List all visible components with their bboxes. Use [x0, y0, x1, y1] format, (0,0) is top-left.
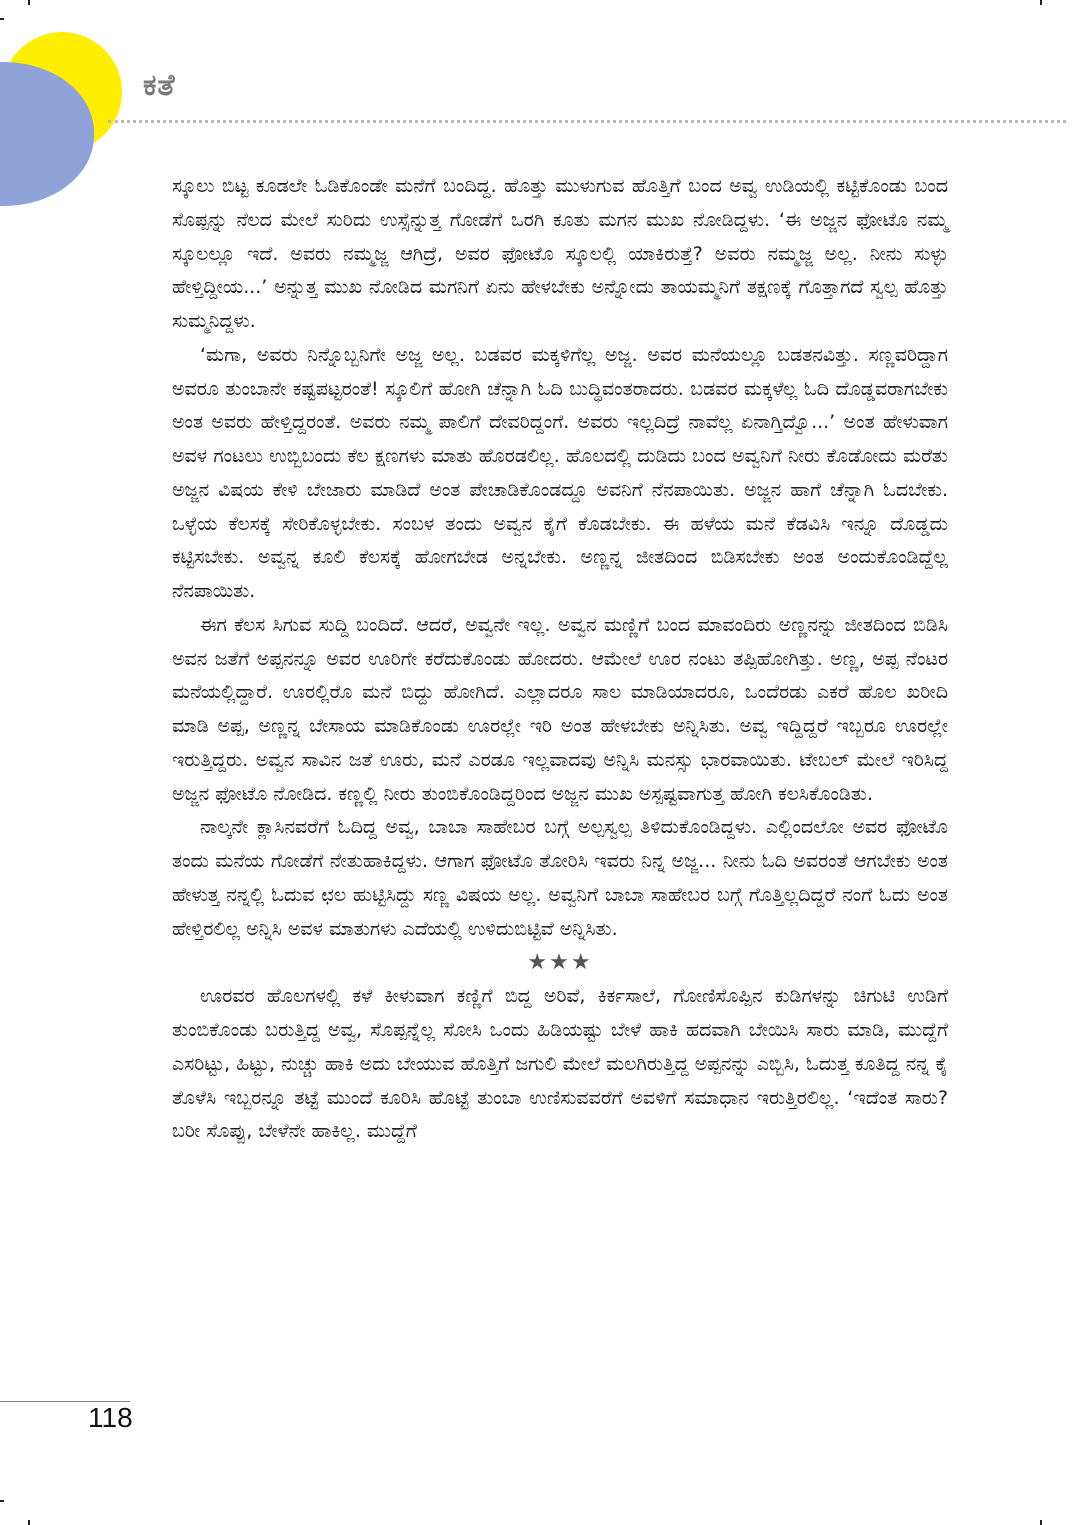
dotted-rule — [108, 120, 1066, 123]
paragraph-2: ‘ಮಗಾ, ಅವರು ನಿನ್ನೊಬ್ಬನಿಗೇ ಅಜ್ಜ ಅಲ್ಲ. ಬಡವರ ಮಕ್ಕಳಿಗೆಲ್ಲ ಅಜ್ಜ. ಅವರ ಮನೆಯಲ್ಲೂ ಬಡತನವಿತ್ತು. ಸಣ್ಣವರಿದ್ದಾಗ ಅವರೂ ತುಂಬಾನೇ ಕಷ್ಟಪಟ್ಟರಂತೆ! ಸ್ಕೂಲಿಗೆ ಹೋಗಿ ಚೆನ್ನಾಗಿ ಓದಿ ಬುದ್ಧಿವಂತರಾದರು. ಬಡವರ ಮಕ್ಕಳೆಲ್ಲ ಓದಿ ದೊಡ್ಡವರಾಗಬೇಕು ಅಂತ ಅವರು ಹೇಳ್ತಿದ್ದರಂತೆ. ಅವರು ನಮ್ಮ ಪಾಲಿಗೆ ದೇವರಿದ್ದಂಗೆ. ಅವರು ಇಲ್ಲದಿದ್ರೆ ನಾವೆಲ್ಲ ಏನಾಗ್ತಿದ್ವೊ...’ ಅಂತ ಹೇಳುವಾಗ ಅವಳ ಗಂಟಲು ಉಬ್ಬಿಬಂದು ಕೆಲ ಕ್ಷಣಗಳು ಮಾತು ಹೊರಡಲಿಲ್ಲ. ಹೊಲದಲ್ಲಿ ದುಡಿದು ಬಂದ ಅವ್ವನಿಗೆ ನೀರು ಕೊಡೋದು ಮರೆತು ಅಜ್ಜನ ವಿಷಯ ಕೇಳಿ ಬೇಜಾರು ಮಾಡಿದೆ ಅಂತ ಪೇಚಾಡಿಕೊಂಡದ್ದೂ ಅವನಿಗೆ ನೆನಪಾಯಿತು. ಅಜ್ಜನ ಹಾಗೆ ಚೆನ್ನಾಗಿ ಓದಬೇಕು. ಒಳ್ಳೆಯ ಕೆಲಸಕ್ಕೆ ಸೇರಿಕೊಳ್ಳಬೇಕು. ಸಂಬಳ ತಂದು ಅವ್ವನ ಕೈಗೆ ಕೊಡಬೇಕು. ಈ ಹಳೆಯ ಮನೆ ಕೆಡವಿಸಿ ಇನ್ನೂ ದೊಡ್ಡದು ಕಟ್ಟಿಸಬೇಕು. ಅವ್ವನ್ನ ಕೂಲಿ ಕೆಲಸಕ್ಕೆ ಹೋಗಬೇಡ ಅನ್ನಬೇಕು. ಅಣ್ಣನ್ನ ಜೀತದಿಂದ ಬಿಡಿಸಬೇಕು ಅಂತ ಅಂದುಕೊಂಡಿದ್ದೆಲ್ಲ ನೆನಪಾಯಿತು. — [172, 343, 948, 602]
decorative-corner-discs — [0, 0, 140, 210]
paragraph-3: ಈಗ ಕೆಲಸ ಸಿಗುವ ಸುದ್ದಿ ಬಂದಿದೆ. ಆದರೆ, ಅವ್ವನೇ ಇಲ್ಲ. ಅವ್ವನ ಮಣ್ಣಿಗೆ ಬಂದ ಮಾವಂದಿರು ಅಣ್ಣನನ್ನು ಜೀತದಿಂದ ಬಿಡಿಸಿ ಅವನ ಜತೆಗೆ ಅಪ್ಪನನ್ನೂ ಅವರ ಊರಿಗೇ ಕರೆದುಕೊಂಡು ಹೋದರು. ಆಮೇಲೆ ಊರ ನಂಟು ತಪ್ಪಿಹೋಗಿತ್ತು. ಅಣ್ಣ, ಅಪ್ಪ ನೆಂಟರ ಮನೆಯಲ್ಲಿದ್ದಾರೆ. ಊರಲ್ಲಿರೊ ಮನೆ ಬಿದ್ದು ಹೋಗಿದೆ. ಎಲ್ಲಾದರೂ ಸಾಲ ಮಾಡಿಯಾದರೂ, ಒಂದೆರಡು ಎಕರೆ ಹೊಲ ಖರೀದಿ ಮಾಡಿ ಅಪ್ಪ, ಅಣ್ಣನ್ನ ಬೇಸಾಯ ಮಾಡಿಕೊಂಡು ಊರಲ್ಲೇ ಇರಿ ಅಂತ ಹೇಳಬೇಕು ಅನ್ನಿಸಿತು. ಅವ್ವ ಇದ್ದಿದ್ದರೆ ಇಬ್ಬರೂ ಊರಲ್ಲೇ ಇರುತ್ತಿದ್ದರು. ಅವ್ವನ ಸಾವಿನ ಜತೆ ಊರು, ಮನೆ ಎರಡೂ ಇಲ್ಲವಾದವು ಅನ್ನಿಸಿ ಮನಸ್ಸು ಭಾರವಾಯಿತು. ಟೇಬಲ್ ಮೇಲೆ ಇರಿಸಿದ್ದ ಅಜ್ಜನ ಫೋಟೊ ನೋಡಿದ. ಕಣ್ಣಲ್ಲಿ ನೀರು ತುಂಬಿಕೊಂಡಿದ್ದರಿಂದ ಅಜ್ಜನ ಮುಖ ಅಸ್ಪಷ್ಟವಾಗುತ್ತ ಹೋಗಿ ಕಲಸಿಕೊಂಡಿತು. — [172, 613, 948, 805]
paragraph-1: ಸ್ಕೂಲು ಬಿಟ್ಟ ಕೂಡಲೇ ಓಡಿಕೊಂಡೇ ಮನೆಗೆ ಬಂದಿದ್ದ. ಹೊತ್ತು ಮುಳುಗುವ ಹೊತ್ತಿಗೆ ಬಂದ ಅವ್ವ ಉಡಿಯಲ್ಲಿ ಕಟ್ಟಿಕೊಂಡು ಬಂದ ಸೊಪ್ಪನ್ನು ನೆಲದ ಮೇಲೆ ಸುರಿದು ಉಸ್ಸೆನ್ನುತ್ತ ಗೋಡೆಗೆ ಒರಗಿ ಕೂತು ಮಗನ ಮುಖ ನೋಡಿದ್ದಳು. ‘ಈ ಅಜ್ಜನ ಫೋಟೊ ನಮ್ಮ ಸ್ಕೂಲಲ್ಲೂ ಇದೆ. ಅವರು ನಮ್ಮಜ್ಜ ಆಗಿದ್ರೆ, ಅವರ ಫೋಟೊ ಸ್ಕೂಲಲ್ಲಿ ಯಾಕಿರುತ್ತೆ? ಅವರು ನಮ್ಮಜ್ಜ ಅಲ್ಲ. ನೀನು ಸುಳ್ಳು ಹೇಳ್ತಿದ್ದೀಯ...’ ಅನ್ನುತ್ತ ಮುಖ ನೋಡಿದ ಮಗನಿಗೆ ಏನು ಹೇಳಬೇಕು ಅನ್ನೋದು ತಾಯಮ್ಮನಿಗೆ ತಕ್ಷಣಕ್ಕೆ ಗೊತ್ತಾಗದೆ ಸ್ವಲ್ಪ ಹೊತ್ತು ಸುಮ್ಮನಿದ್ದಳು. — [172, 175, 948, 332]
story-body — [172, 170, 948, 1149]
crop-mark-bottom-right — [1040, 1520, 1042, 1525]
crop-mark-bottom-left — [0, 1500, 4, 1502]
paragraph-4: ನಾಲ್ಕನೇ ಕ್ಲಾಸಿನವರೆಗೆ ಓದಿದ್ದ ಅವ್ವ, ಬಾಬಾ ಸಾಹೇಬರ ಬಗ್ಗೆ ಅಲ್ಪಸ್ವಲ್ಪ ತಿಳಿದುಕೊಂಡಿದ್ದಳು. ಎಲ್ಲಿಂದಲೋ ಅವರ ಫೋಟೊ ತಂದು ಮನೆಯ ಗೋಡೆಗೆ ನೇತುಹಾಕಿದ್ದಳು. ಆಗಾಗ ಫೋಟೊ ತೋರಿಸಿ ಇವರು ನಿನ್ನ ಅಜ್ಜ... ನೀನು ಓದಿ ಅವರಂತೆ ಆಗಬೇಕು ಅಂತ ಹೇಳುತ್ತ ನನ್ನಲ್ಲಿ ಓದುವ ಛಲ ಹುಟ್ಟಿಸಿದ್ದು ಸಣ್ಣ ವಿಷಯ ಅಲ್ಲ. ಅವ್ವನಿಗೆ ಬಾಬಾ ಸಾಹೇಬರ ಬಗ್ಗೆ ಗೊತ್ತಿಲ್ಲದಿದ್ದರೆ ನಂಗೆ ಓದು ಅಂತ ಹೇಳ್ತಿರಲಿಲ್ಲ ಅನ್ನಿಸಿ ಅವಳ ಮಾತುಗಳು ಎದೆಯಲ್ಲಿ ಉಳಿದುಬಿಟ್ಟಿವೆ ಅನ್ನಿಸಿತು. — [172, 816, 948, 940]
crop-mark-top-right — [1040, 0, 1042, 5]
page-number: 118 — [88, 1402, 133, 1433]
section-break-stars: ★★★ — [527, 950, 593, 976]
section-title: ಕತೆ — [143, 68, 176, 103]
paragraph-5: ಊರವರ ಹೊಲಗಳಲ್ಲಿ ಕಳೆ ಕೀಳುವಾಗ ಕಣ್ಣಿಗೆ ಬಿದ್ದ ಅರಿವೆ, ಕಿರ್ಕಸಾಲೆ, ಗೋಣಿಸೊಪ್ಪಿನ ಕುಡಿಗಳನ್ನು ಚಿಗುಟಿ ಉಡಿಗೆ ತುಂಬಿಕೊಂಡು ಬರುತ್ತಿದ್ದ ಅವ್ವ, ಸೊಪ್ಪನ್ನೆಲ್ಲ ಸೋಸಿ ಒಂದು ಹಿಡಿಯಷ್ಟು ಬೇಳೆ ಹಾಕಿ ಹದವಾಗಿ ಬೇಯಿಸಿ ಸಾರು ಮಾಡಿ, ಮುದ್ದೆಗೆ ಎಸರಿಟ್ಟು, ಹಿಟ್ಟು, ನುಚ್ಚು ಹಾಕಿ ಅದು ಬೇಯುವ ಹೊತ್ತಿಗೆ ಜಗುಲಿ ಮೇಲೆ ಮಲಗಿರುತ್ತಿದ್ದ ಅಪ್ಪನನ್ನು ಎಬ್ಬಿಸಿ, ಓದುತ್ತ ಕೂತಿದ್ದ ನನ್ನ ಕೈ ತೊಳೆಸಿ ಇಬ್ಬರನ್ನೂ ತಟ್ಟೆ ಮುಂದೆ ಕೂರಿಸಿ ಹೊಟ್ಟೆ ತುಂಬಾ ಉಣಿಸುವವರೆಗೆ ಅವಳಿಗೆ ಸಮಾಧಾನ ಇರುತ್ತಿರಲಿಲ್ಲ. ‘ಇದೆಂತ ಸಾರು? ಬರೀ ಸೊಪ್ಪು, ಬೇಳೆನೇ ಹಾಕಿಲ್ಲ. ಮುದ್ದೆಗೆ — [172, 985, 948, 1143]
crop-mark-bottom-left-vertical — [28, 1520, 30, 1525]
